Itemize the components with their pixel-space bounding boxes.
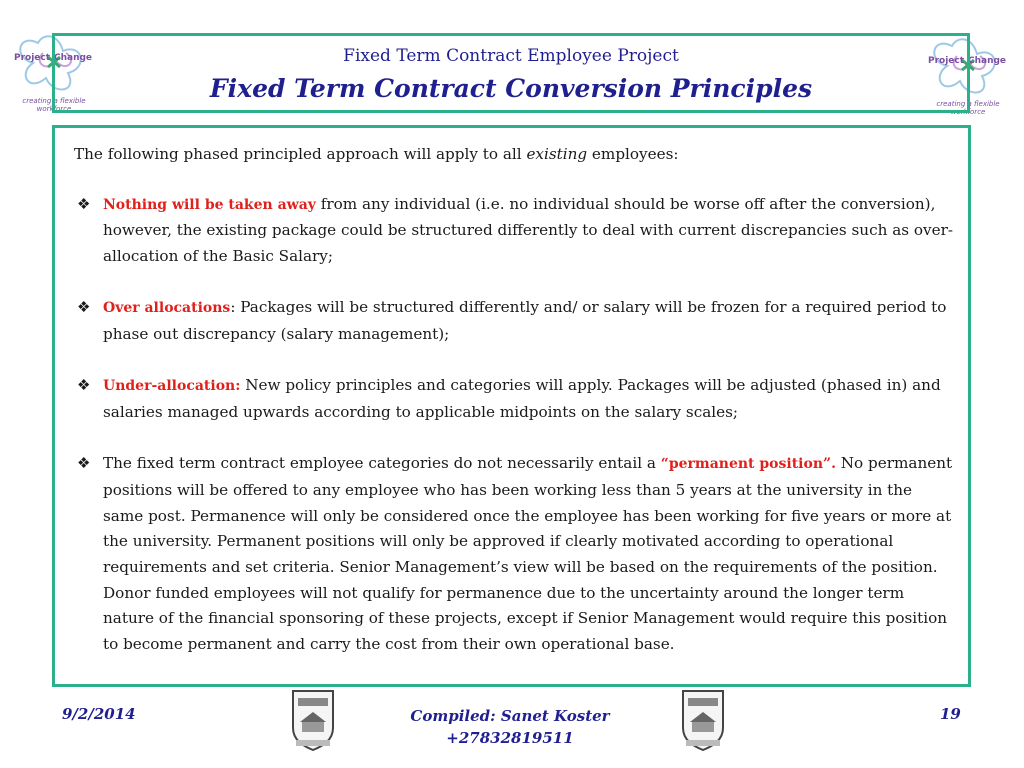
content-body — [74, 142, 954, 683]
intro-emphasis: existing — [526, 145, 588, 163]
university-crest-icon — [290, 688, 336, 752]
diamond-bullet-icon: ❖ — [77, 376, 91, 395]
title-box — [52, 33, 970, 113]
compiled-by: Compiled: Sanet Koster — [410, 707, 610, 725]
list-item — [74, 295, 954, 347]
logo-word-project: Project — [14, 53, 51, 63]
bullet-pre-text: The fixed term contract employee categories do not necessarily entail a — [103, 454, 661, 473]
bullet-text: No permanent positions will be offered to any employee who has been working less than 5 years at the university in the same post. Permanence will only be considered once the employee has been working for five years or more at the university. Permanent positions will only be approved if clearly motivated according to operational requirements and set criteria. Senior Management’s view will be based on the requirements of the position. Donor funded employees will not qualify for permanence due to the uncertainty around the longer term nature of the financial sponsoring of these projects, except if Senior Management would require this position to become permanent and carry the cost from their own operational base. — [103, 454, 953, 654]
footer-date: 9/2/2014 — [62, 705, 136, 723]
slide-subtitle: Fixed Term Contract Employee Project — [343, 46, 679, 66]
list-item — [74, 373, 954, 425]
list-item — [74, 451, 954, 658]
compiled-phone: +27832819511 — [446, 729, 574, 747]
slide-title: Fixed Term Contract Conversion Principles — [209, 74, 813, 103]
diamond-bullet-icon: ❖ — [77, 454, 91, 473]
bullet-text: New policy principles and categories will apply. Packages will be adjusted (phased in) and salaries managed upwards according to applicable midpoints on the salary scales; — [103, 376, 941, 421]
intro-paragraph — [74, 142, 954, 168]
principles-list — [74, 192, 954, 658]
bullet-text: : Packages will be structured differently and/ or salary will be frozen for a required period to phase out discrepancy (salary management); — [103, 298, 947, 344]
bullet-text: from any individual (i.e. no individual should be worse off after the conversion), however, the existing package could be structured differently to deal with current discrepancies such as over-allocation of the Basic Salary; — [103, 194, 953, 266]
logo-word-change: Change — [54, 53, 93, 63]
list-item — [74, 192, 954, 270]
page-number: 19 — [940, 705, 961, 723]
intro-text: The following phased principled approach will apply to all — [74, 145, 527, 163]
bullet-lead: Under-allocation: — [103, 378, 241, 395]
logo-tagline: creating a flexible workforce — [22, 97, 86, 113]
bullet-lead: “permanent position”. — [660, 456, 836, 473]
university-crest-icon — [680, 688, 726, 752]
logo-tagline: creating a flexible workforce — [936, 100, 1000, 116]
logo-word-change: Change — [968, 56, 1007, 66]
bullet-lead: Nothing will be taken away — [103, 196, 316, 213]
bullet-lead: Over allocations — [103, 300, 231, 317]
intro-text-end: employees: — [587, 145, 679, 163]
footer-compiled — [340, 705, 680, 749]
logo-word-project: Project — [928, 56, 965, 66]
content-box — [52, 125, 971, 687]
diamond-bullet-icon: ❖ — [77, 194, 91, 213]
diamond-bullet-icon: ❖ — [77, 298, 91, 317]
